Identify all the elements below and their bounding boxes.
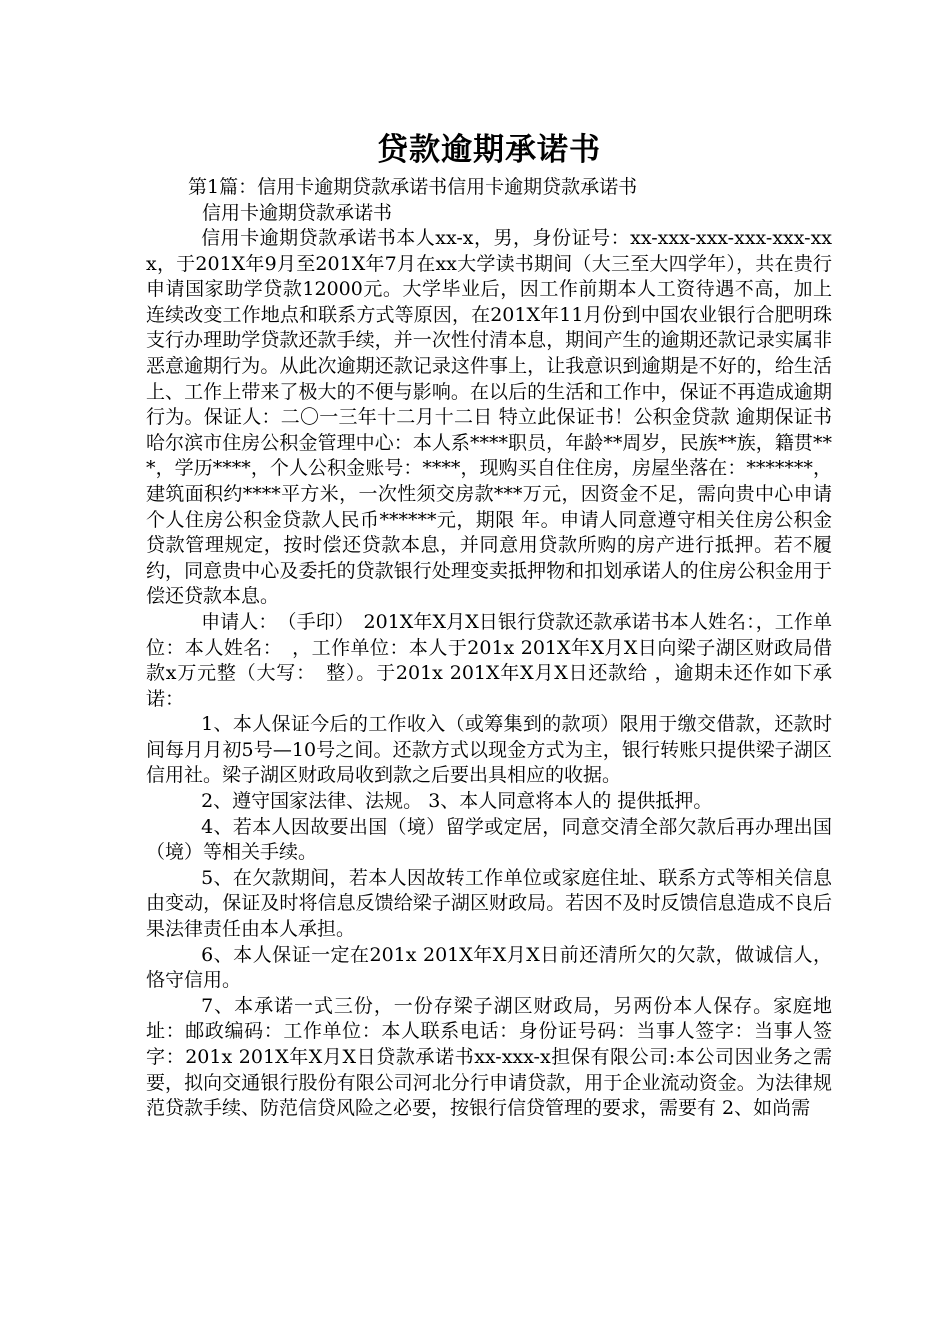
paragraph-item-4: 4、若本人因故要出国（境）留学或定居，同意交清全部欠款后再办理出国（境）等相关手续。	[146, 815, 832, 864]
paragraph-item-2-3: 2、遵守国家法律、法规。 3、本人同意将本人的 提供抵押。	[201, 790, 713, 813]
document-subheading: 信用卡逾期贷款承诺书	[202, 202, 393, 224]
paragraph-item-5: 5、在欠款期间，若本人因故转工作单位或家庭住址、联系方式等相关信息由变动，保证及时将信息反馈给梁子湖区财政局。若因不及时反馈信息造成不良后果法律责任由本人承担。	[146, 866, 832, 941]
paragraph-item-1: 1、本人保证今后的工作收入（或筹集到的款项）限用于缴交借款，还款时间每月月初5号—10号之间。还款方式以现金方式为主，银行转账只提供梁子湖区信用社。梁子湖区财政局收到款之后要出具相应的收据。	[146, 713, 832, 787]
paragraph-intro: 信用卡逾期贷款承诺书本人xx-x，男，身份证号：xx-xxx-xxx-xxx-xxx-xxx，于201X年9月至201X年7月在xx大学读书期间（大三至大四学年），共在贵行申请国家助学贷款12000元。大学毕业后，因工作前期本人工资待遇不高，加上连续改变工作地点和联系方式等原因，在201X年11月份到中国农业银行合肥明珠支行办理助学贷款还款手续，并一次性付清本息，期间产生的逾期还款记录实属非恶意逾期行为。从此次逾期还款记录这件事上，让我意识到逾期是不好的，给生活上、工作上带来了极大的不便与影响。在以后的生活和工作中，保证不再造成逾期行为。保证人：二〇一三年十二月十二日 特立此保证书！公积金贷款 逾期保证书哈尔滨市住房公积金管理中心：本人系****职员，年龄**周岁，民族**族，籍贯***，学历****，个人公积金账号：****，现购买自住住房，房屋坐落在：*******，建筑面积约****平方米，一次性须交房款***万元，因资金不足，需向贵中心申请个人住房公积金贷款人民币******元，期限 年。申请人同意遵守相关住房公积金贷款管理规定，按时偿还贷款本息，并同意用贷款所购的房产进行抵押。若不履约，同意贵中心及委托的贷款银行处理变卖抵押物和扣划承诺人的住房公积金用于偿还贷款本息。	[146, 227, 832, 608]
paragraph-item-7: 7、本承诺一式三份，一份存梁子湖区财政局，另两份本人保存。家庭地址：邮政编码：工作单位：本人联系电话：身份证号码：当事人签字：当事人签字：201x 201X年X月X日贷款承诺书xx-xxx-x担保有限公司:本公司因业务之需要，拟向交通银行股份有限公司河北分行申请贷款，用于企业流动资金。为法律规范贷款手续、防范信贷风险之必要，按银行信贷管理的要求，需要有 2、如尚需	[146, 994, 832, 1120]
document-subtitle: 第1篇：信用卡逾期贷款承诺书信用卡逾期贷款承诺书	[188, 176, 638, 198]
document-page	[146, 128, 832, 1122]
document-title: 贷款逾期承诺书	[377, 132, 601, 168]
paragraph-applicant: 申请人： （手印） 201X年X月X日银行贷款还款承诺书本人姓名：，工作单位：本人姓名： ，工作单位：本人于201x 201X年X月X日向梁子湖区财政局借款x万元整（大写： 整）。于201x 201X年X月X日还款给 ，逾期未还作如下承诺：	[146, 610, 832, 710]
paragraph-item-6: 6、本人保证一定在201x 201X年X月X日前还清所欠的欠款，做诚信人，恪守信用。	[146, 943, 832, 992]
